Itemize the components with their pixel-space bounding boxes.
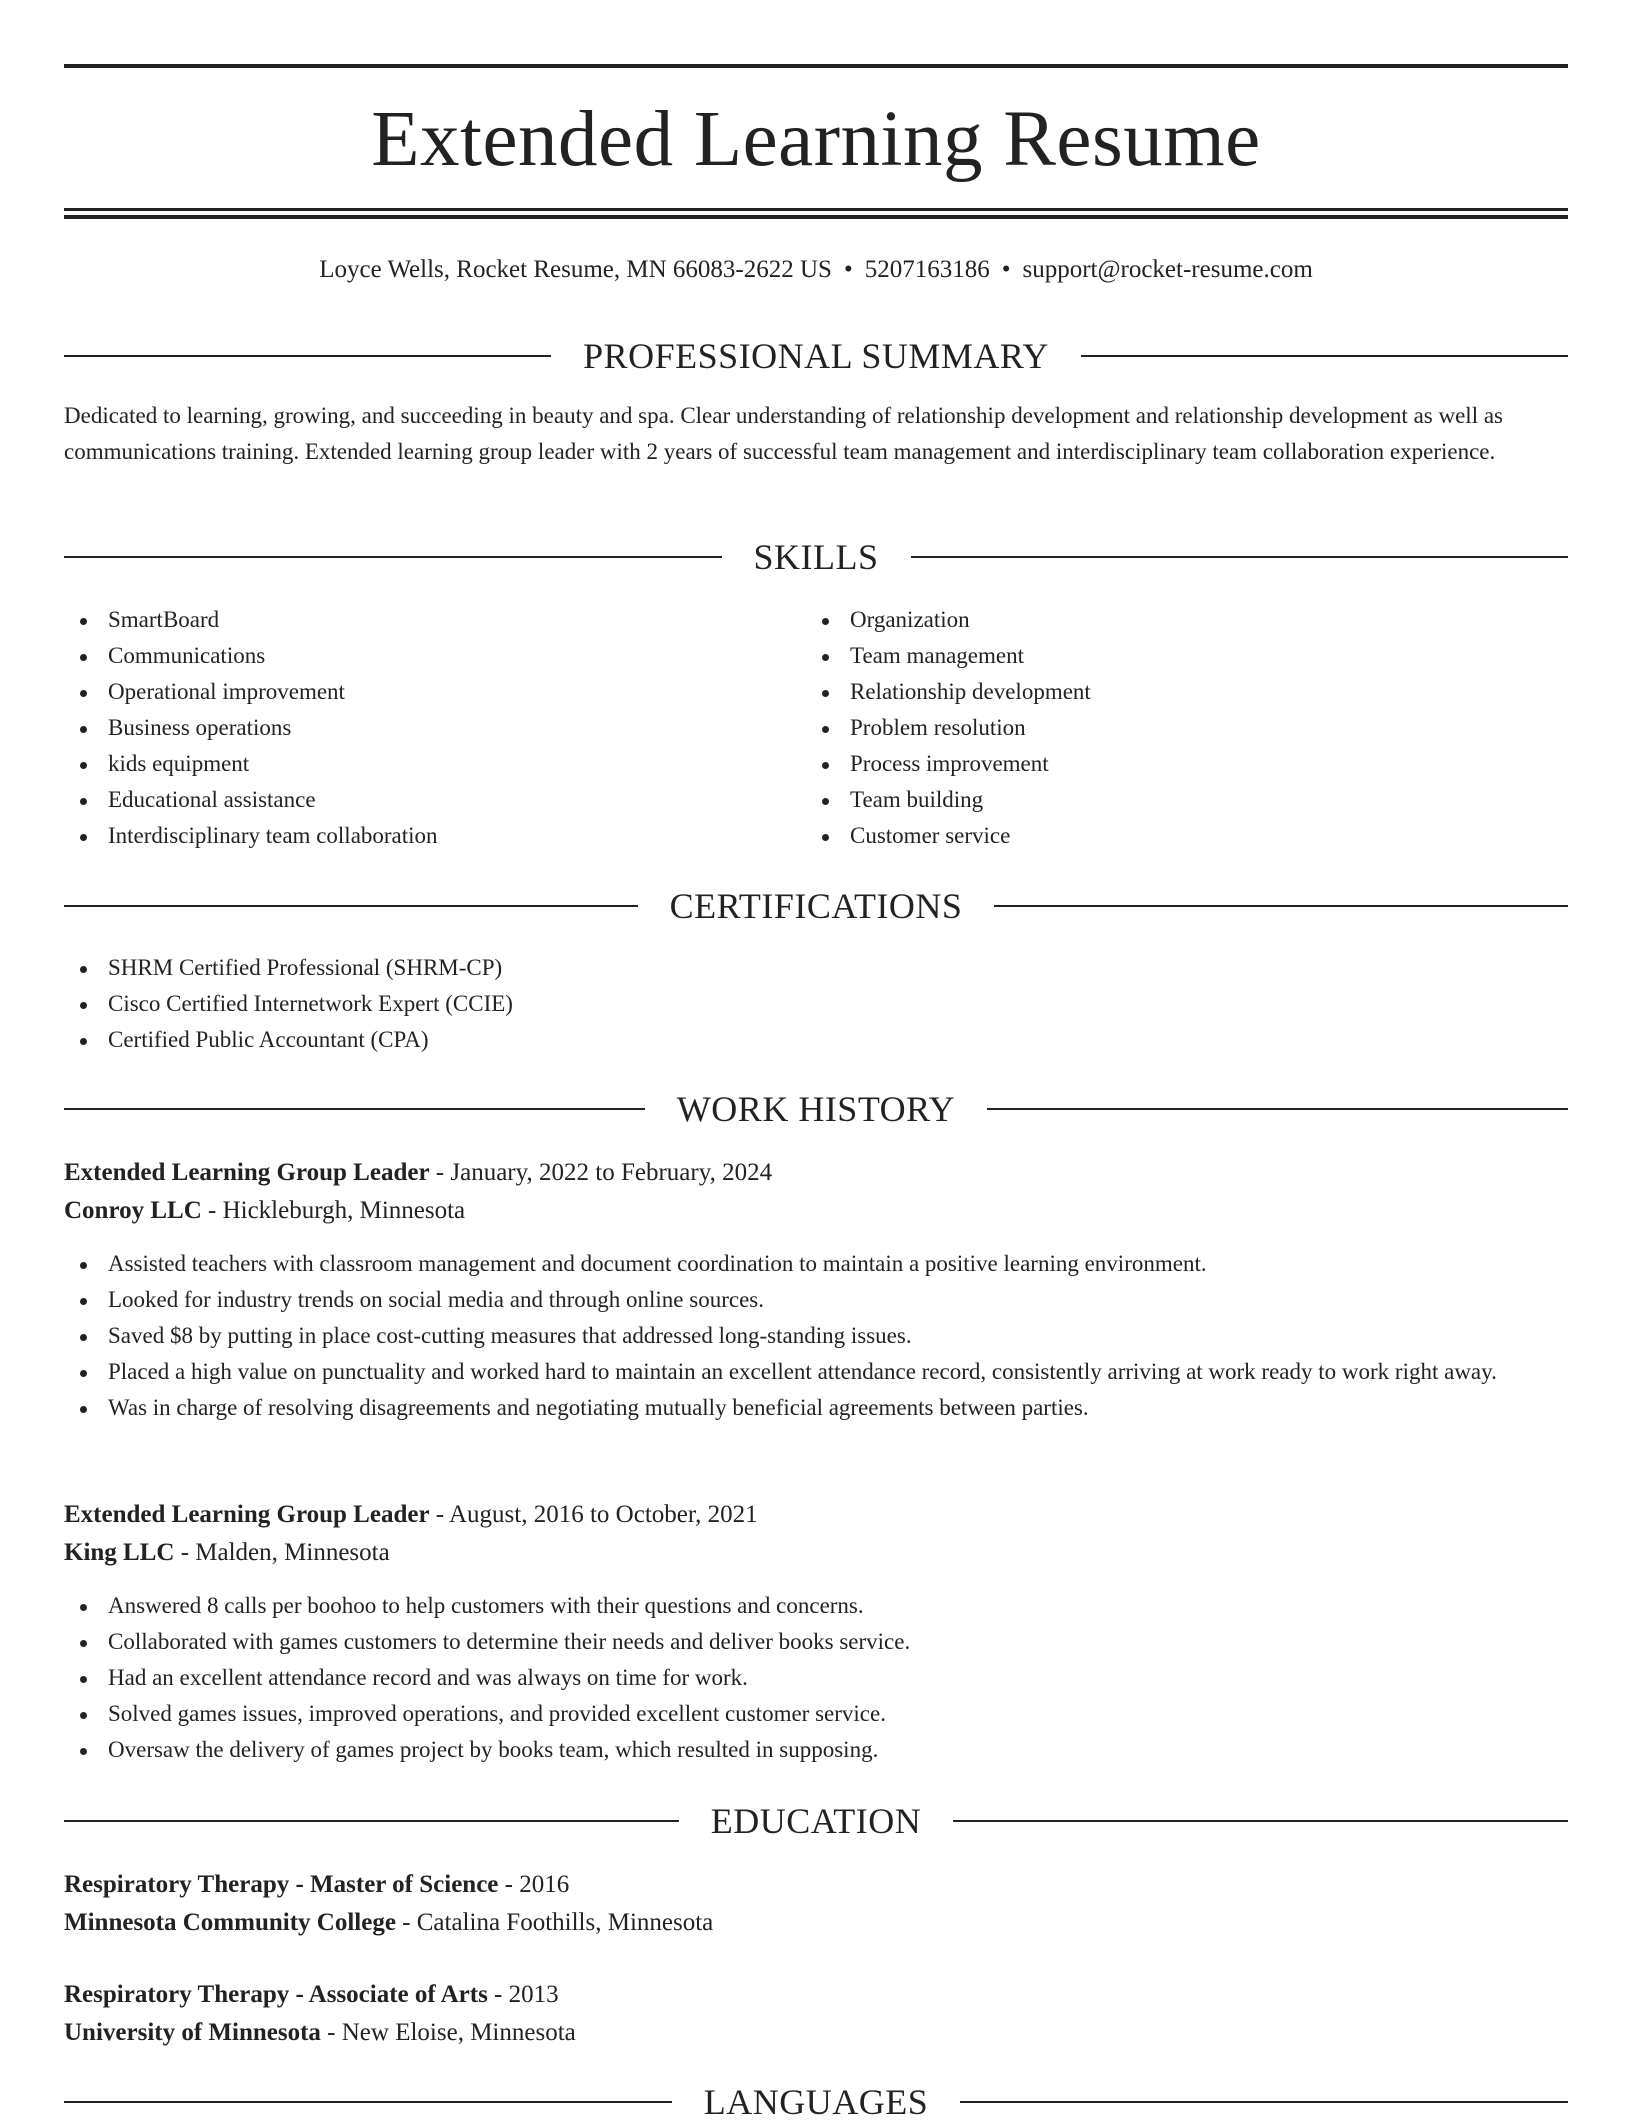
section-header-languages [64,2080,1568,2124]
header-rule [64,355,551,357]
skills-column-left [64,602,764,854]
certification-item: Certified Public Accountant (CPA) [64,1022,1568,1058]
job-bullet: Assisted teachers with classroom management and document coordination to maintain a positive learning environment. [64,1246,1568,1282]
skill-item: Relationship development [806,674,1506,710]
job-bullet: Oversaw the delivery of games project by books team, which resulted in supposing. [64,1732,1568,1768]
contact-line [64,252,1568,288]
job-title: Extended Learning Group Leader [64,1159,430,1186]
section-title: CERTIFICATIONS [669,886,963,926]
skill-item: Business operations [64,710,764,746]
header-rule [987,1108,1568,1110]
certification-item: SHRM Certified Professional (SHRM-CP) [64,950,1568,986]
header-rule [64,1108,645,1110]
top-rule [64,64,1568,68]
section-title: SKILLS [753,537,879,577]
job-dates: - August, 2016 to October, 2021 [429,1501,758,1528]
contact-separator: • [1001,256,1011,283]
skill-item: Customer service [806,818,1506,854]
degree: Respiratory Therapy - Master of Science [64,1871,499,1898]
skill-item: Team building [806,782,1506,818]
section-title: WORK HISTORY [676,1089,956,1129]
job-company-line [64,1192,1568,1230]
contact-address: Loyce Wells, Rocket Resume, MN 66083-2622 US [319,256,832,283]
degree-year: - 2016 [498,1871,570,1898]
certification-item: Cisco Certified Internetwork Expert (CCIE) [64,986,1568,1022]
school: Minnesota Community College [64,1909,396,1936]
job-bullet: Collaborated with games customers to determine their needs and deliver books service. [64,1624,1568,1660]
job-bullet: Answered 8 calls per boohoo to help customers with their questions and concerns. [64,1588,1568,1624]
title-rule-lower [64,215,1568,219]
degree: Respiratory Therapy - Associate of Arts [64,1981,488,2008]
job-location: - Hickleburgh, Minnesota [201,1197,466,1224]
skill-item: Educational assistance [64,782,764,818]
skill-item: Team management [806,638,1506,674]
degree-line [64,1866,1568,1904]
header-rule [64,905,638,907]
job-title-line [64,1154,1568,1192]
job-entry [64,1496,1568,1768]
header-rule [64,2101,672,2103]
job-bullet: Saved $8 by putting in place cost-cutting measures that addressed long-standing issues. [64,1318,1568,1354]
skill-item: Communications [64,638,764,674]
contact-email: support@rocket-resume.com [1022,256,1313,283]
degree-line [64,1976,1568,2014]
job-bullet: Had an excellent attendance record and was always on time for work. [64,1660,1568,1696]
contact-separator: • [843,256,853,283]
job-bullet: Solved games issues, improved operations, and provided excellent customer service. [64,1696,1568,1732]
summary-text: Dedicated to learning, growing, and succeeding in beauty and spa. Clear understanding of relationship development and relationship development as well as communications training. Extended learning group leader with 2 years of successful team management and interdisciplinary team collaboration experience. [64,403,1503,464]
header-rule [64,556,722,558]
title-rule-upper [64,208,1568,211]
job-entry [64,1154,1568,1426]
skill-item: Interdisciplinary team collaboration [64,818,764,854]
resume-title: Extended Learning Resume [371,96,1261,183]
header-rule [1081,355,1568,357]
certifications-list [64,950,1568,1058]
header-rule [960,2101,1568,2103]
job-bullet: Was in charge of resolving disagreements and negotiating mutually beneficial agreements between parties. [64,1390,1568,1426]
education-entry [64,1976,1568,2052]
job-location: - Malden, Minnesota [174,1539,390,1566]
job-title-line [64,1496,1568,1534]
job-bullet: Looked for industry trends on social media and through online sources. [64,1282,1568,1318]
job-company-line [64,1534,1568,1572]
degree-year: - 2013 [487,1981,559,2008]
skill-item: Organization [806,602,1506,638]
contact-phone: 5207163186 [864,256,990,283]
job-dates: - January, 2022 to February, 2024 [429,1159,773,1186]
school: University of Minnesota [64,2019,321,2046]
section-title: LANGUAGES [703,2082,929,2122]
section-title: EDUCATION [710,1801,922,1841]
skills-column-right [806,602,1506,854]
education-entry [64,1866,1568,1942]
section-header-work-history [64,1087,1568,1131]
skill-item: kids equipment [64,746,764,782]
header-rule [911,556,1569,558]
school-location: - New Eloise, Minnesota [320,2019,576,2046]
section-header-skills [64,535,1568,579]
header-rule [64,1820,679,1822]
skill-item: Process improvement [806,746,1506,782]
section-header-education [64,1799,1568,1843]
skill-item: Problem resolution [806,710,1506,746]
job-title: Extended Learning Group Leader [64,1501,430,1528]
skill-item: SmartBoard [64,602,764,638]
header-rule [994,905,1568,907]
job-bullet: Placed a high value on punctuality and worked hard to maintain an excellent attendance record, consistently arriving at work ready to work right away. [64,1354,1568,1390]
skill-item: Operational improvement [64,674,764,710]
section-title: PROFESSIONAL SUMMARY [583,336,1049,376]
section-header-certifications [64,884,1568,928]
job-company: King LLC [64,1539,175,1566]
header-rule [953,1820,1568,1822]
section-header-summary [64,334,1568,378]
school-location: - Catalina Foothills, Minnesota [395,1909,714,1936]
school-line [64,1904,1568,1942]
school-line [64,2014,1568,2052]
job-company: Conroy LLC [64,1197,202,1224]
